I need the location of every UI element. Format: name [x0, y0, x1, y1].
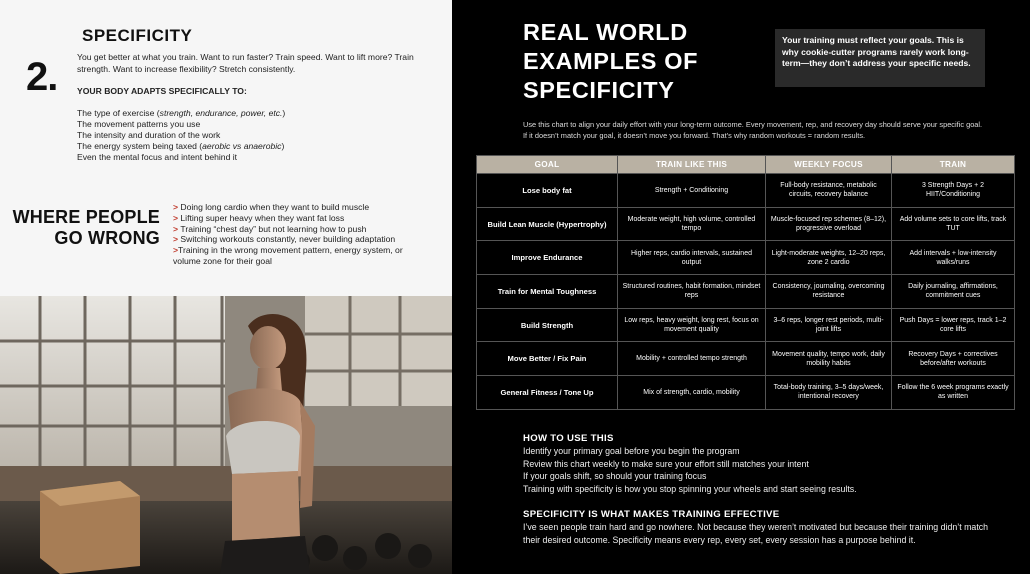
table-cell: Strength + Conditioning: [618, 174, 766, 208]
section-title: SPECIFICITY: [82, 26, 193, 45]
goal-cell: Lose body fat: [477, 174, 618, 208]
section-number: 2.: [26, 55, 58, 99]
how-to-use-section: [523, 433, 1003, 495]
table-cell: Structured routines, habit formation, mindset reps: [618, 275, 766, 309]
gym-photo: [0, 296, 452, 574]
right-page-title: REAL WORLD EXAMPLES OF SPECIFICITY: [523, 19, 699, 103]
wrong-item: >Training in the wrong movement pattern, energy system, or volume zone for their goal: [173, 245, 403, 266]
table-cell: Add volume sets to core lifts, track TUT: [892, 207, 1015, 241]
table-row: [477, 275, 1015, 309]
table-cell: Moderate weight, high volume, controlled tempo: [618, 207, 766, 241]
table-header-row: [477, 156, 1015, 174]
adapts-item: Even the mental focus and intent behind it: [77, 152, 238, 162]
how-to-line: Review this chart weekly to make sure your effort still matches your intent: [523, 458, 809, 469]
goal-cell: Build Lean Muscle (Hypertrophy): [477, 207, 618, 241]
table-cell: Push Days = lower reps, track 1–2 core lifts: [892, 308, 1015, 342]
specificity-effective-section: [523, 508, 1003, 548]
header-weekly-focus: WEEKLY FOCUS: [766, 156, 892, 174]
table-cell: Mobility + controlled tempo strength: [618, 342, 766, 376]
table-cell: Daily journaling, affirmations, commitment cues: [892, 275, 1015, 309]
adapts-item: The energy system being taxed (aerobic vs anaerobic): [77, 141, 285, 151]
table-cell: Movement quality, tempo work, daily mobility habits: [766, 342, 892, 376]
table-cell: 3 Strength Days + 2 HIIT/Conditioning: [892, 174, 1015, 208]
table-cell: Consistency, journaling, overcoming resistance: [766, 275, 892, 309]
table-cell: 3–6 reps, longer rest periods, multi-joint lifts: [766, 308, 892, 342]
table-row: [477, 207, 1015, 241]
table-cell: Higher reps, cardio intervals, sustained output: [618, 241, 766, 275]
header-train-like-this: TRAIN LIKE THIS: [618, 156, 766, 174]
wrong-item: > Lifting super heavy when they want fat loss: [173, 212, 345, 223]
table-cell: Add intervals + low-intensity walks/runs: [892, 241, 1015, 275]
table-cell: Mix of strength, cardio, mobility: [618, 376, 766, 410]
where-people-go-wrong-heading: WHERE PEOPLE GO WRONG: [12, 207, 160, 248]
table-row: [477, 241, 1015, 275]
how-to-use-heading: HOW TO USE THIS: [523, 433, 614, 444]
table-row: [477, 308, 1015, 342]
adapts-heading: YOUR BODY ADAPTS SPECIFICALLY TO:: [77, 86, 247, 96]
specificity-effective-text: I’ve seen people train hard and go nowhere. Not because they weren’t motivated but because their training didn’t match their desired outcome. Specificity means every rep, every set, every session has a purpose behind it.: [523, 522, 989, 546]
table-cell: Light-moderate weights, 12–20 reps, zone 2 cardio: [766, 241, 892, 275]
table-cell: Total-body training, 3–5 days/week, intentional recovery: [766, 376, 892, 410]
wrong-item: > Switching workouts constantly, never building adaptation: [173, 234, 396, 245]
table-cell: Full-body resistance, metabolic circuits, recovery balance: [766, 174, 892, 208]
adapts-item: The movement patterns you use: [77, 119, 201, 129]
how-to-line: If your goals shift, so should your training focus: [523, 471, 707, 482]
adapts-item: The type of exercise (strength, endurance, power, etc.): [77, 108, 286, 118]
table-cell: Recovery Days + correctives before/after workouts: [892, 342, 1015, 376]
wrong-item: > Doing long cardio when they want to build muscle: [173, 202, 370, 212]
wrong-list: [173, 202, 423, 267]
right-page: [452, 0, 1030, 574]
goal-cell: Improve Endurance: [477, 241, 618, 275]
table-row: [477, 342, 1015, 376]
goal-cell: Train for Mental Toughness: [477, 275, 618, 309]
left-page: [0, 0, 452, 574]
intro-text: You get better at what you train. Want to run faster? Train speed. Want to lift more? Train strength. Want to increase flexibility? Stretch consistently.: [77, 52, 414, 74]
goal-cell: Build Strength: [477, 308, 618, 342]
adapts-item: The intensity and duration of the work: [77, 130, 221, 140]
table-row: [477, 174, 1015, 208]
gym-photo-illustration: [0, 296, 452, 574]
goal-cell: Move Better / Fix Pain: [477, 342, 618, 376]
table-cell: Low reps, heavy weight, long rest, focus on movement quality: [618, 308, 766, 342]
how-to-line: Training with specificity is how you stop spinning your wheels and start seeing results.: [523, 483, 857, 494]
table-cell: Muscle-focused rep schemes (8–12), progressive overload: [766, 207, 892, 241]
header-train: TRAIN: [892, 156, 1015, 174]
how-to-line: Identify your primary goal before you begin the program: [523, 446, 740, 457]
table-cell: Follow the 6 week programs exactly as written: [892, 376, 1015, 410]
callout-box: Your training must reflect your goals. This is why cookie-cutter programs rarely work long-term—they don’t address your specific needs.: [775, 29, 985, 87]
header-goal: GOAL: [477, 156, 618, 174]
specificity-table: [476, 155, 1015, 410]
goal-cell: General Fitness / Tone Up: [477, 376, 618, 410]
specificity-effective-heading: SPECIFICITY IS WHAT MAKES TRAINING EFFECTIVE: [523, 509, 780, 520]
chart-intro: Use this chart to align your daily effort with your long-term outcome. Every movement, rep, and recovery day should serve your specific goal. If it doesn’t match your goal, it doesn’t move you forward. That’s why random workouts = random results.: [523, 120, 983, 140]
wrong-item: > Training “chest day” but not learning how to push: [173, 223, 367, 234]
table-row: [477, 376, 1015, 410]
adapts-list: [77, 108, 285, 163]
